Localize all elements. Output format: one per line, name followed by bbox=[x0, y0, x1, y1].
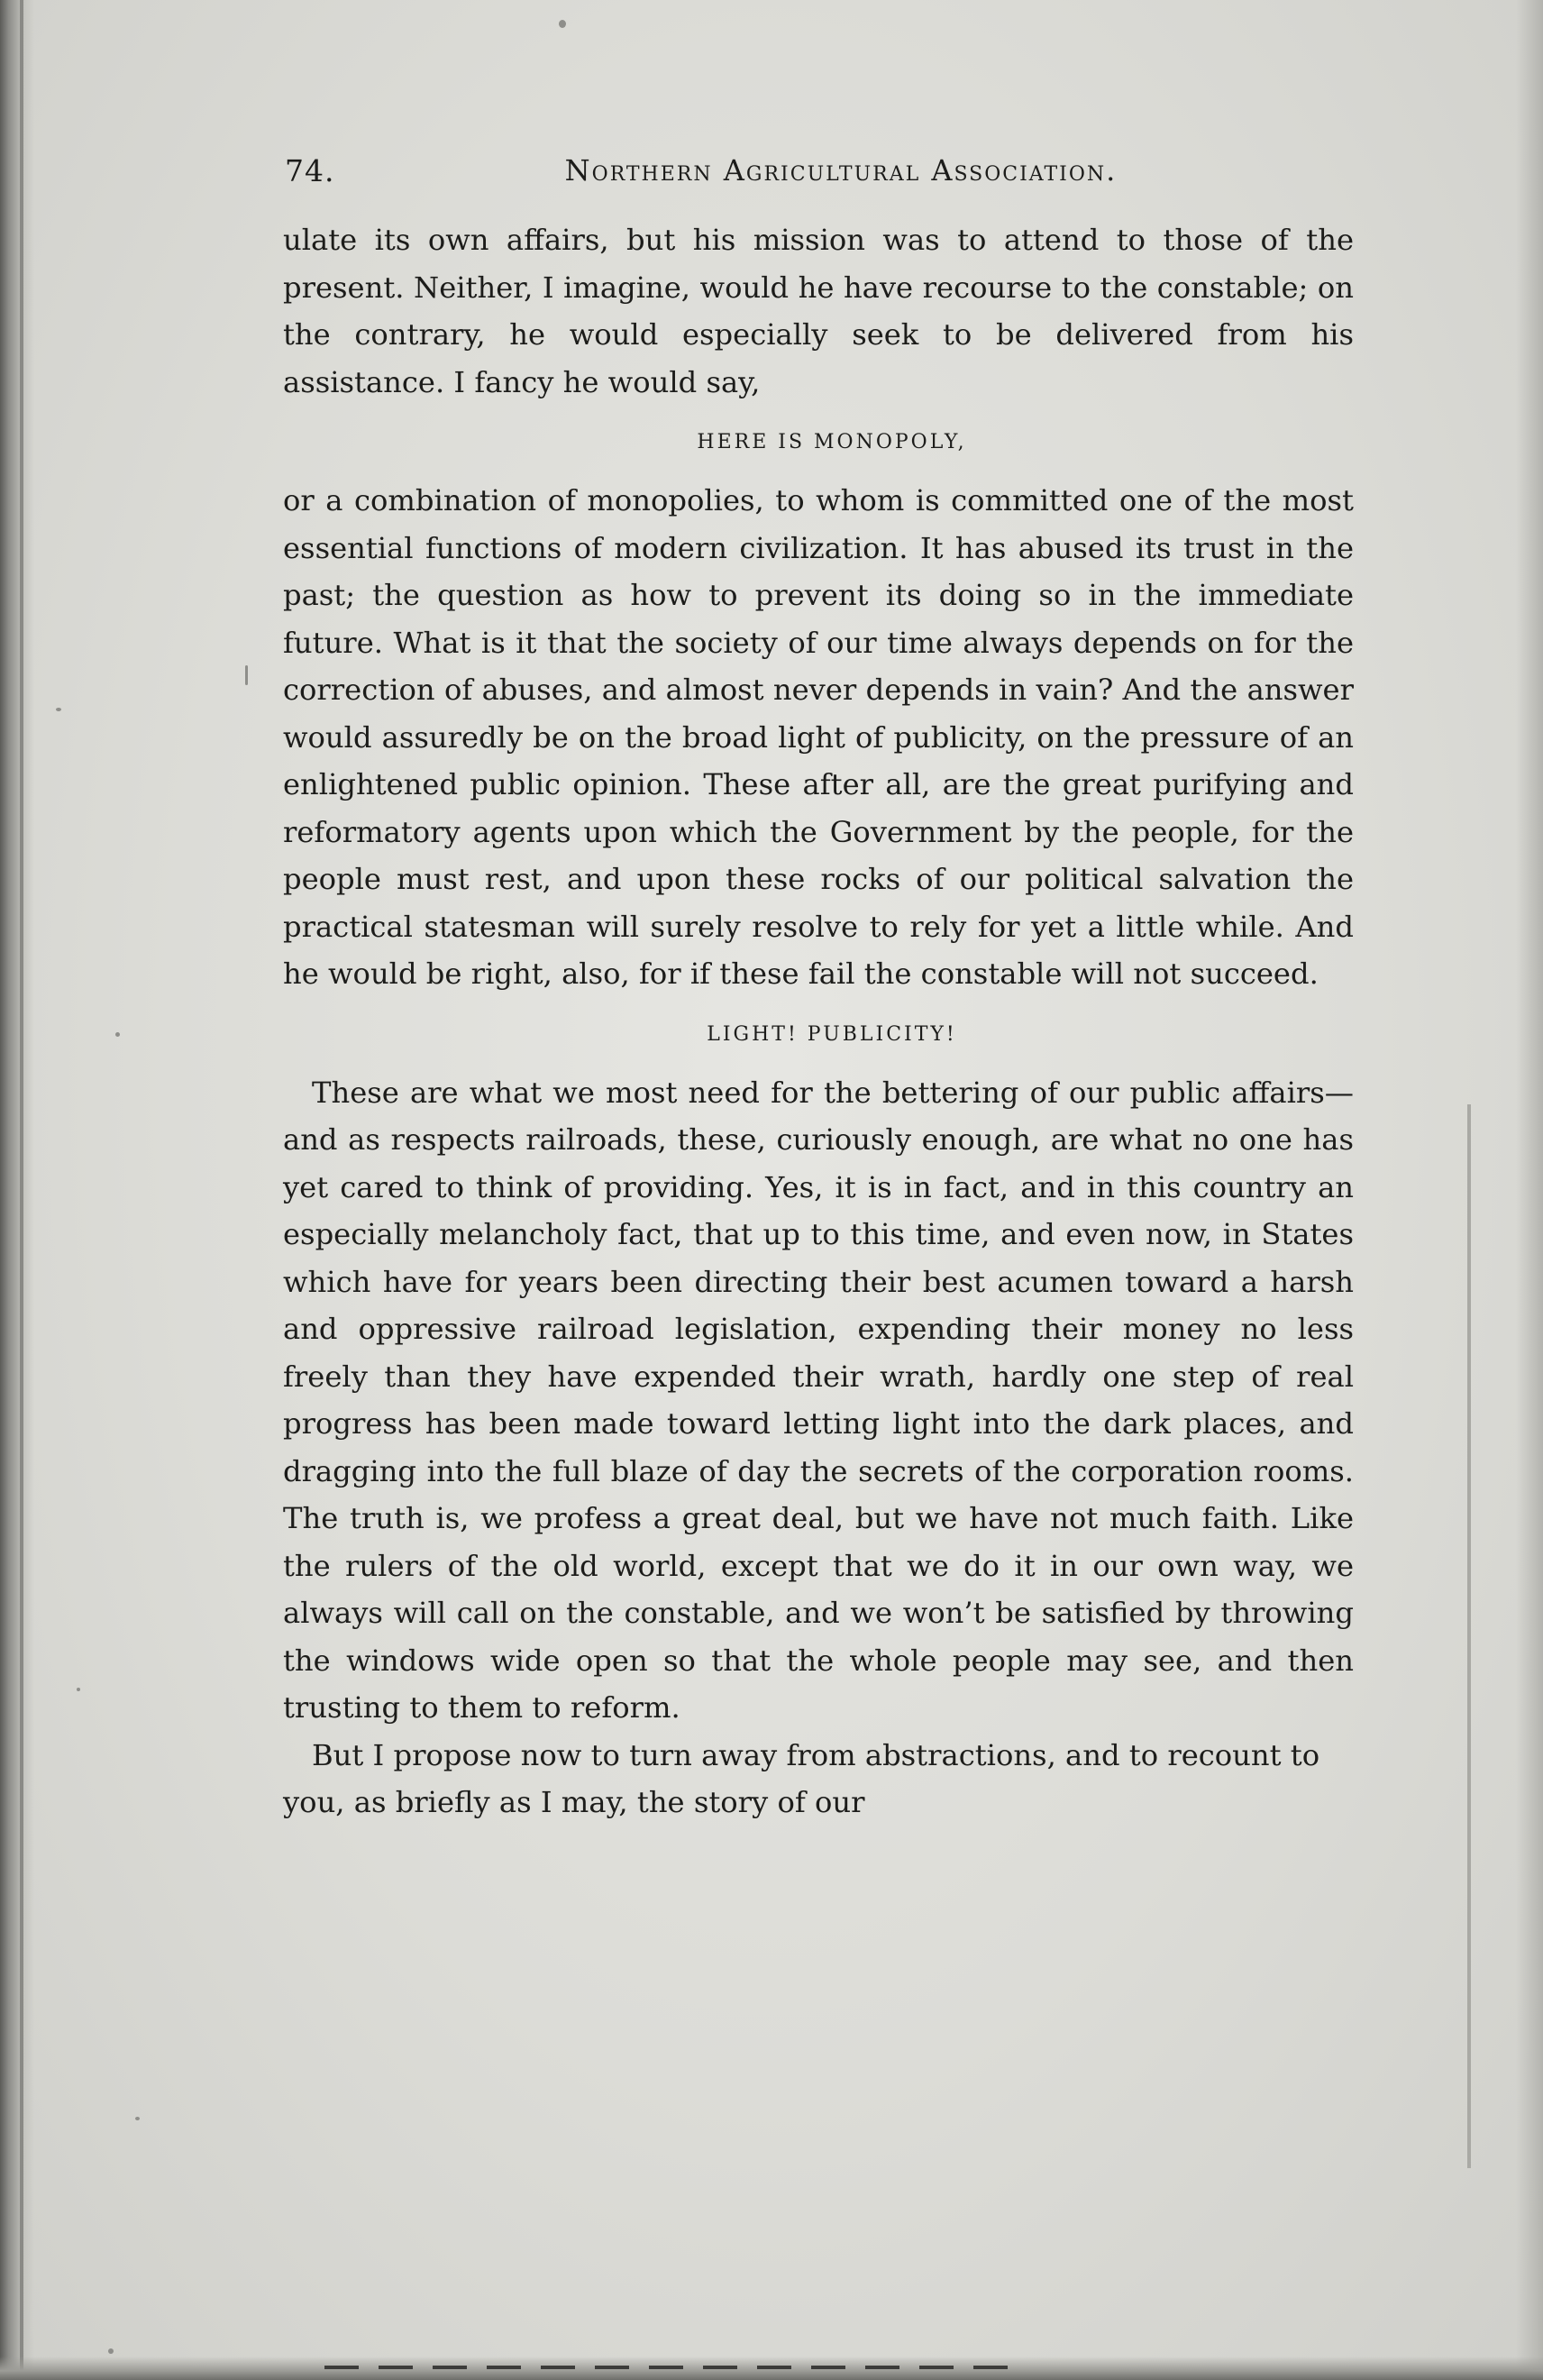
scan-speck bbox=[77, 1688, 80, 1691]
running-title: Northern Agricultural Association. bbox=[564, 153, 1118, 188]
page-number: 74. bbox=[285, 153, 335, 188]
running-head bbox=[283, 153, 1354, 216]
scan-speck bbox=[135, 2117, 140, 2120]
paragraph-publicity: These are what we most need for the bettering of our public affairs—and as respects railroads, these, curiously enough, are what no one has yet cared to think of providing. Yes, it is in fact, and in this country an especially melancholy fact, that up to this time, and even now, in States which have for years been directing their best acumen toward a harsh and oppressive railroad legislation, expending their money no less freely than they have expended their wrath, hardly one step of real progress has been made toward letting light into the dark places, and dragging into the full blaze of day the secrets of the corporation rooms. The truth is, we profess a great deal, but we have not much faith. Like the rulers of the old world, except that we do it in our own way, we always will call on the constable, and we won’t be satisfied by throwing the windows wide open so that the whole people may see, and then trusting to them to reform. bbox=[283, 1075, 1354, 1725]
scan-speck bbox=[559, 20, 566, 28]
section-heading-publicity: LIGHT! PUBLICITY! bbox=[707, 1022, 957, 1046]
section-heading-monopoly: HERE IS MONOPOLY, bbox=[697, 431, 967, 453]
page-text-block bbox=[283, 153, 1354, 1826]
page-right-rule bbox=[1467, 1104, 1471, 2168]
page-right-edge bbox=[1516, 0, 1543, 2380]
scan-speck bbox=[245, 665, 248, 685]
bottom-dash-marks bbox=[324, 2366, 1027, 2369]
paragraph-monopoly: or a combination of monopolies, to whom is committed one of the most essential functions of modern civilization. It has abused its trust in the past; the question as how to prevent its doing so in the immediate future. What is it that the society of our time always depends on for the correction of abuses, and almost never depends in vain? And the answer would assuredly be on the broad light of publicity, on the pressure of an enlightened public opinion. These after all, are the great purifying and reformatory agents upon which the Government by the people, for the people must rest, and upon these rocks of our political salvation the practical statesman will surely resolve to rely for yet a little while. And he would be right, also, for if these fail the constable will not succeed. bbox=[283, 483, 1354, 991]
paragraph-continuation: ulate its own affairs, but his mission was to attend to those of the present. Neither, I imagine, would he have recourse to the constable; on the contrary, he would especially seek to be delivered from his assistance. I fancy he would say, bbox=[283, 223, 1354, 399]
paragraph-closing: But I propose now to turn away from abstractions, and to recount to you, as briefly as I may, the story of our bbox=[283, 1737, 1320, 1819]
book-spine-shadow bbox=[0, 0, 34, 2380]
scan-speck bbox=[56, 708, 61, 711]
scan-speck bbox=[108, 2348, 114, 2354]
book-spine-line bbox=[20, 0, 23, 2380]
scan-speck bbox=[115, 1032, 120, 1037]
